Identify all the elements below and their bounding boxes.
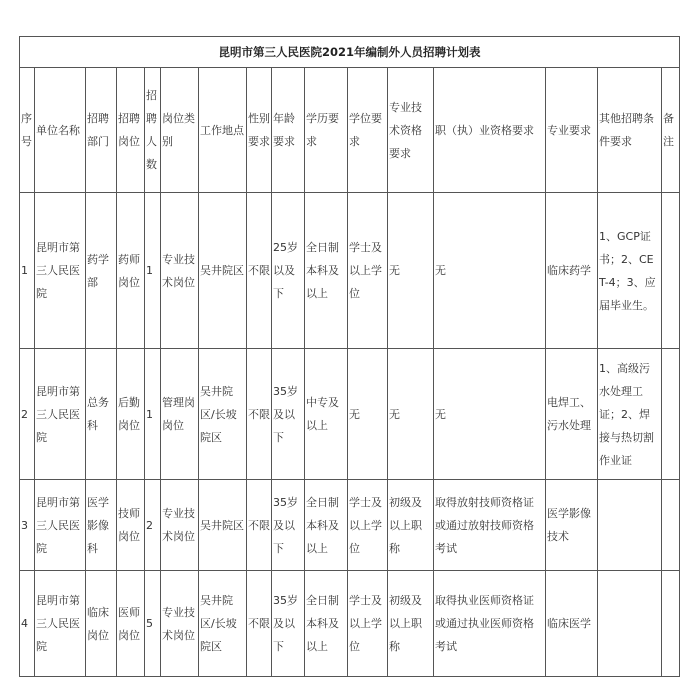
table-cell: 无 [434, 193, 546, 349]
table-row [20, 480, 680, 571]
table-cell: 药师岗位 [117, 193, 145, 349]
table-cell: 吴井院区 [199, 480, 247, 571]
table-cell [662, 480, 680, 571]
table-cell: 无 [388, 193, 434, 349]
recruitment-table-container [19, 36, 680, 677]
table-cell: 学士及以上学位 [348, 571, 388, 677]
table-cell: 学士及以上学位 [348, 480, 388, 571]
table-cell: 全日制本科及以上 [305, 193, 348, 349]
table-row [20, 349, 680, 480]
table-cell: 2 [145, 480, 161, 571]
table-cell: 1 [20, 193, 35, 349]
table-cell: 专业技术岗位 [161, 193, 199, 349]
table-cell: 总务科 [86, 349, 117, 480]
table-cell: 昆明市第三人民医院 [35, 480, 86, 571]
table-cell: 35岁及以下 [272, 571, 305, 677]
recruitment-plan-table [19, 36, 680, 677]
table-cell: 35岁及以下 [272, 480, 305, 571]
table-cell: 无 [348, 349, 388, 480]
table-cell: 吴井院区/长坡院区 [199, 349, 247, 480]
table-cell: 专业技术岗位 [161, 571, 199, 677]
table-cell: 吴井院区/长坡院区 [199, 571, 247, 677]
header-row [20, 68, 680, 193]
table-cell [662, 571, 680, 677]
table-cell: 专业技术岗位 [161, 480, 199, 571]
table-cell: 临床医学 [546, 571, 598, 677]
table-cell: 电焊工、污水处理 [546, 349, 598, 480]
table-cell: 25岁以及下 [272, 193, 305, 349]
header-cell: 学位要求 [348, 68, 388, 193]
table-cell [598, 480, 662, 571]
table-cell: 取得执业医师资格证或通过执业医师资格考试 [434, 571, 546, 677]
table-cell: 昆明市第三人民医院 [35, 349, 86, 480]
table-cell: 2 [20, 349, 35, 480]
table-cell: 35岁及以下 [272, 349, 305, 480]
table-cell: 1 [145, 349, 161, 480]
header-cell: 专业要求 [546, 68, 598, 193]
table-cell: 1 [145, 193, 161, 349]
header-cell: 招聘人数 [145, 68, 161, 193]
table-cell: 初级及以上职称 [388, 571, 434, 677]
header-cell: 职（执）业资格要求 [434, 68, 546, 193]
table-cell: 医学影像技术 [546, 480, 598, 571]
header-cell: 序号 [20, 68, 35, 193]
table-cell: 中专及以上 [305, 349, 348, 480]
header-cell: 专业技术资格要求 [388, 68, 434, 193]
header-cell: 招聘岗位 [117, 68, 145, 193]
table-cell [662, 349, 680, 480]
header-cell: 其他招聘条件要求 [598, 68, 662, 193]
table-cell: 1、高级污水处理工证；2、焊接与热切割作业证 [598, 349, 662, 480]
header-cell: 性别要求 [247, 68, 272, 193]
table-cell: 不限 [247, 349, 272, 480]
table-cell: 后勤岗位 [117, 349, 145, 480]
table-cell: 管理岗岗位 [161, 349, 199, 480]
table-cell [598, 571, 662, 677]
table-row [20, 193, 680, 349]
table-cell: 初级及以上职称 [388, 480, 434, 571]
table-cell: 医师岗位 [117, 571, 145, 677]
table-title: 昆明市第三人民医院2021年编制外人员招聘计划表 [20, 37, 680, 68]
table-cell: 技师岗位 [117, 480, 145, 571]
table-cell: 无 [434, 349, 546, 480]
table-cell: 临床岗位 [86, 571, 117, 677]
table-cell: 1、GCP证书；2、CET-4；3、应届毕业生。 [598, 193, 662, 349]
table-cell: 4 [20, 571, 35, 677]
table-cell: 全日制本科及以上 [305, 571, 348, 677]
table-cell: 医学影像科 [86, 480, 117, 571]
table-cell: 昆明市第三人民医院 [35, 571, 86, 677]
header-cell: 备注 [662, 68, 680, 193]
table-cell: 吴井院区 [199, 193, 247, 349]
header-cell: 招聘部门 [86, 68, 117, 193]
table-cell: 不限 [247, 193, 272, 349]
header-cell: 年龄要求 [272, 68, 305, 193]
table-row [20, 571, 680, 677]
table-cell: 全日制本科及以上 [305, 480, 348, 571]
table-cell: 无 [388, 349, 434, 480]
header-cell: 学历要求 [305, 68, 348, 193]
header-cell: 岗位类别 [161, 68, 199, 193]
table-cell: 3 [20, 480, 35, 571]
table-cell: 学士及以上学位 [348, 193, 388, 349]
table-cell: 5 [145, 571, 161, 677]
table-cell: 不限 [247, 480, 272, 571]
header-cell: 单位名称 [35, 68, 86, 193]
table-cell: 药学部 [86, 193, 117, 349]
table-cell: 临床药学 [546, 193, 598, 349]
table-cell: 昆明市第三人民医院 [35, 193, 86, 349]
table-cell [662, 193, 680, 349]
table-cell: 取得放射技师资格证或通过放射技师资格考试 [434, 480, 546, 571]
header-cell: 工作地点 [199, 68, 247, 193]
table-cell: 不限 [247, 571, 272, 677]
